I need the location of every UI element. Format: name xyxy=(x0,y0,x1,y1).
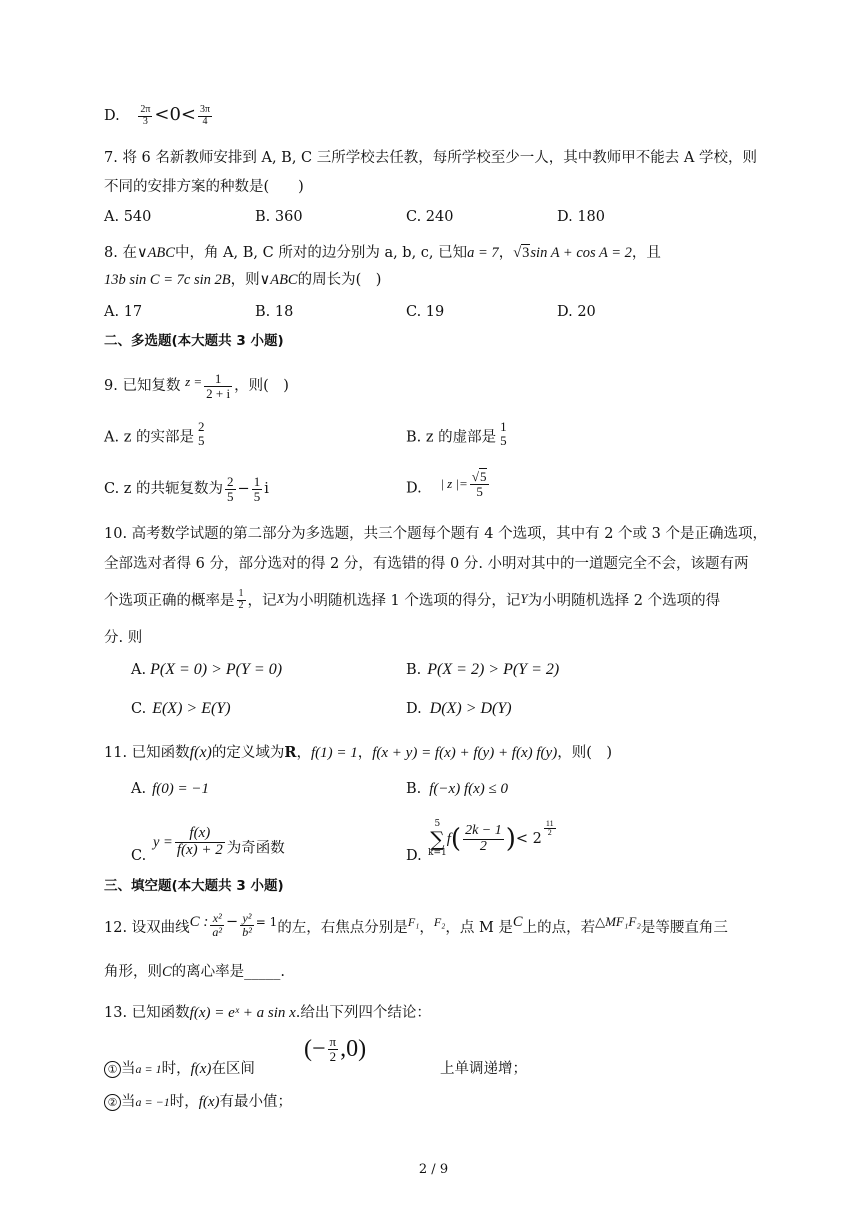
q6-option-d xyxy=(104,105,214,127)
imaginary-unit: i xyxy=(264,481,269,498)
q9-option-c xyxy=(104,475,269,503)
option-label: A. xyxy=(131,662,147,678)
q7-option-c: C. 240 xyxy=(406,209,454,225)
text: 时， xyxy=(169,1094,199,1110)
fraction xyxy=(240,912,254,938)
fraction xyxy=(225,475,236,503)
radicand: 5 xyxy=(479,469,487,484)
condition: a = 7 xyxy=(467,245,499,261)
fraction xyxy=(328,1035,339,1063)
text: 当 xyxy=(121,1094,136,1110)
c: C xyxy=(162,964,172,980)
denominator: 5 xyxy=(500,432,507,448)
fx: f(x) xyxy=(190,1061,212,1077)
numerator: 2 xyxy=(227,474,234,489)
numerator: π xyxy=(329,1034,337,1049)
denominator: 5 xyxy=(197,432,205,448)
fraction xyxy=(204,372,232,400)
text: 为小明随机选择 1 个选项的得分，记 xyxy=(284,593,521,609)
denominator: 3 xyxy=(142,115,148,127)
sum-lower: k=1 xyxy=(428,848,447,858)
option-expr: D(X) > D(Y) xyxy=(429,700,512,717)
q9-option-a xyxy=(104,420,208,447)
q10-option-d xyxy=(406,699,512,719)
q11-option-a xyxy=(131,779,209,799)
text: ，则 xyxy=(230,272,260,288)
denominator: a² xyxy=(212,924,223,939)
radicand: 3 xyxy=(522,245,530,261)
f: f xyxy=(446,831,451,847)
text: ，则( ) xyxy=(234,378,289,395)
denominator: 5 xyxy=(253,488,261,504)
denominator: 4 xyxy=(202,115,208,127)
circled-number: ① xyxy=(104,1061,121,1078)
fraction xyxy=(237,589,246,611)
page-number: 2 / 9 xyxy=(418,1162,449,1177)
c-colon: C : xyxy=(189,914,209,930)
q7-option-d: D. 180 xyxy=(557,209,606,225)
numerator: 3π xyxy=(200,104,211,115)
option-expr: P(X = 2) > P(Y = 2) xyxy=(427,661,560,678)
c: C xyxy=(512,914,523,930)
numerator: x² xyxy=(210,912,224,926)
option-label: D. xyxy=(406,701,422,717)
q9-option-d xyxy=(406,470,491,498)
text: ，且 xyxy=(631,245,661,261)
var-x: X xyxy=(276,591,285,606)
text: 9. 已知复数 xyxy=(104,378,181,395)
q10-line-4: 分. 则 xyxy=(104,630,143,646)
q12-line-1 xyxy=(104,912,728,952)
q11-stem xyxy=(104,743,612,763)
equals-one: = 1 xyxy=(255,915,278,929)
option-expr: E(X) > E(Y) xyxy=(152,700,231,717)
text: 上的点，若 xyxy=(522,920,596,937)
triangle-abc: ∨ABC xyxy=(259,272,298,288)
text: 个选项正确的概率是 xyxy=(104,593,235,609)
q8-option-b: B. 18 xyxy=(255,304,294,320)
text: ，则( ) xyxy=(557,745,613,761)
text: D. xyxy=(406,480,422,497)
triangle-abc: ∨ABC xyxy=(136,245,175,261)
interval xyxy=(304,1035,366,1063)
option-expr: f(−x) f(x) ≤ 0 xyxy=(429,781,509,797)
q8-option-a: A. 17 xyxy=(104,304,143,320)
fraction xyxy=(470,470,490,498)
q9-option-b xyxy=(406,420,511,447)
condition: f(x + y) = f(x) + f(y) + f(x) f(y) xyxy=(372,745,558,761)
expr: sin A + cos A = 2 xyxy=(530,245,632,261)
q7-line-1: 7. 将 6 名新教师安排到 A, B, C 三所学校去任教，每所学校至少一人，其中教师甲不能去 A 学校，则 xyxy=(104,150,757,166)
option-expr: f(0) = −1 xyxy=(152,781,209,797)
denominator: b² xyxy=(242,924,252,939)
option-label: B. xyxy=(406,781,422,797)
text: 中，角 A, B, C 所对的边分别为 a, b, c, 已知 xyxy=(174,245,468,261)
q8-line-2 xyxy=(104,270,381,290)
circled-number: ② xyxy=(104,1094,121,1111)
fraction xyxy=(198,105,212,127)
text: 11. 已知函数 xyxy=(104,745,190,761)
option-label: D. xyxy=(406,848,422,864)
option-expr: 5 ∑ k=1f( $\frac{2k - 1}{2}$ )< 2 $\frac{11}{2}$ xyxy=(428,819,554,858)
option-label: A. xyxy=(131,781,147,797)
q10-option-c xyxy=(131,699,231,719)
option-label: D. xyxy=(104,108,120,124)
denominator: 2 xyxy=(238,599,244,611)
denominator: 5 xyxy=(476,483,483,499)
condition: a = 1 xyxy=(135,1062,162,1076)
summation: 5 ∑ k=1 xyxy=(428,819,447,858)
text: ， xyxy=(357,745,373,761)
q10-line-1: 10. 高考数学试题的第二部分为多选题，共三个题每个题有 4 个选项，其中有 2 个或 3 个是正确选项， xyxy=(104,526,767,542)
numerator: 1 xyxy=(253,474,261,489)
var-y: Y xyxy=(520,591,528,606)
numerator: 1 xyxy=(238,588,244,599)
numerator: y² xyxy=(240,912,254,926)
fraction xyxy=(138,105,152,127)
function-def: f(x) = eˣ + a sin x xyxy=(189,1005,296,1021)
q13-stem xyxy=(104,1003,431,1023)
text: .给出下列四个结论： xyxy=(295,1005,431,1021)
numerator: 2 xyxy=(197,419,205,434)
q10-option-b xyxy=(406,660,559,680)
q8-option-d: D. 20 xyxy=(557,304,596,320)
f1: F₁ xyxy=(407,915,420,929)
numerator: 1 xyxy=(204,372,232,387)
abs-z: | z |= xyxy=(440,476,468,492)
numerator: 2π xyxy=(140,104,151,115)
inequality: <0< xyxy=(154,104,197,125)
q9-stem xyxy=(104,372,289,400)
fx: f(x) xyxy=(189,744,212,761)
text: 角形，则 xyxy=(104,964,162,980)
text: A. z 的实部是 xyxy=(104,429,194,446)
text: B. z 的虚部是 xyxy=(406,429,497,446)
condition: √3sin A + cos A = 2 xyxy=(513,245,632,261)
text: ，点 M 是 xyxy=(445,920,513,937)
text: C. z 的共轭复数为 xyxy=(104,481,224,498)
text: 的左，右焦点分别是 xyxy=(277,920,408,937)
fraction xyxy=(252,475,263,503)
text: 的定义域为 xyxy=(211,745,285,761)
triangle-mf1f2: △MF₁F₂ xyxy=(595,914,641,929)
text: 当 xyxy=(121,1061,136,1077)
numerator: f(x) xyxy=(175,826,225,843)
minus: − xyxy=(226,914,239,930)
fraction xyxy=(498,420,509,447)
text: 是等腰直角三 xyxy=(640,920,728,937)
denominator: 2 xyxy=(547,828,552,838)
q13-conclusion-2 xyxy=(104,1092,292,1112)
text: ， xyxy=(296,745,311,761)
section-heading-fill-in: 三、填空题(本大题共 3 小题) xyxy=(104,878,284,894)
text: 为奇函数 xyxy=(226,840,285,857)
text: 的离心率是_____. xyxy=(171,964,286,980)
fraction xyxy=(463,824,504,854)
numerator: 1 xyxy=(500,419,507,434)
option-label: C. xyxy=(131,848,147,864)
q7-line-2: 不同的安排方案的种数是( ) xyxy=(104,179,304,195)
fraction xyxy=(196,420,207,447)
text: ， xyxy=(419,920,434,937)
text: ，记 xyxy=(247,593,277,609)
denominator: f(x) + 2 xyxy=(176,841,223,858)
open-paren: (− xyxy=(304,1036,326,1063)
text: 有最小值； xyxy=(219,1094,293,1110)
text: 12. 设双曲线 xyxy=(104,920,190,937)
option-label: C. xyxy=(131,701,147,717)
q8-line-1 xyxy=(104,243,661,263)
denominator: 5 xyxy=(227,488,234,504)
minus: − xyxy=(237,481,250,498)
fraction xyxy=(175,826,225,859)
exponent-fraction xyxy=(544,820,556,838)
text: 13. 已知函数 xyxy=(104,1005,190,1021)
text: 的周长为( ) xyxy=(297,272,382,288)
q10-line-3 xyxy=(104,589,720,611)
real-numbers: R xyxy=(284,744,297,761)
q10-option-a xyxy=(131,660,282,680)
q7-option-b: B. 360 xyxy=(255,209,303,225)
option-expr xyxy=(153,826,285,859)
section-heading-multi-choice: 二、多选题(本大题共 3 小题) xyxy=(104,333,284,349)
condition: 13b sin C = 7c sin 2B xyxy=(104,272,231,288)
q10-line-2: 全部选对者得 6 分，部分选对的得 2 分，有选错的得 0 分. 小明对其中的一道题完全不会，该题有两 xyxy=(104,556,749,572)
text: 在区间 xyxy=(211,1061,255,1077)
close-paren: ,0) xyxy=(340,1036,367,1063)
denominator: 2 + i xyxy=(206,385,231,401)
option-label: B. xyxy=(406,662,422,678)
condition: f(1) = 1 xyxy=(310,745,358,761)
text: 时， xyxy=(161,1061,191,1077)
conclusion-1-text xyxy=(104,1059,255,1079)
text: ， xyxy=(498,245,514,261)
q8-option-c: C. 19 xyxy=(406,304,445,320)
fx: f(x) xyxy=(198,1094,220,1110)
option-expr: P(X = 0) > P(Y = 0) xyxy=(150,661,283,678)
text: 为小明随机选择 2 个选项的得 xyxy=(527,593,721,609)
denominator: 2 xyxy=(479,838,487,854)
numerator: √5 xyxy=(470,470,490,485)
text: 8. 在 xyxy=(104,245,137,261)
sum-upper: 5 xyxy=(434,819,441,829)
condition: a = −1 xyxy=(135,1095,170,1109)
numerator: 2k − 1 xyxy=(465,822,502,838)
q7-option-a: A. 540 xyxy=(104,209,152,225)
f2: F₂ xyxy=(433,915,446,929)
fraction xyxy=(210,912,224,938)
q12-line-2 xyxy=(104,962,285,982)
y-equals: y = xyxy=(153,834,173,851)
less-than-power: < 2 xyxy=(515,831,542,847)
z-equals: z = xyxy=(185,374,203,389)
numerator: 11 xyxy=(545,819,554,828)
denominator: 2 xyxy=(329,1048,337,1064)
text: 上单调递增； xyxy=(440,1061,527,1077)
q11-option-b xyxy=(406,779,508,799)
